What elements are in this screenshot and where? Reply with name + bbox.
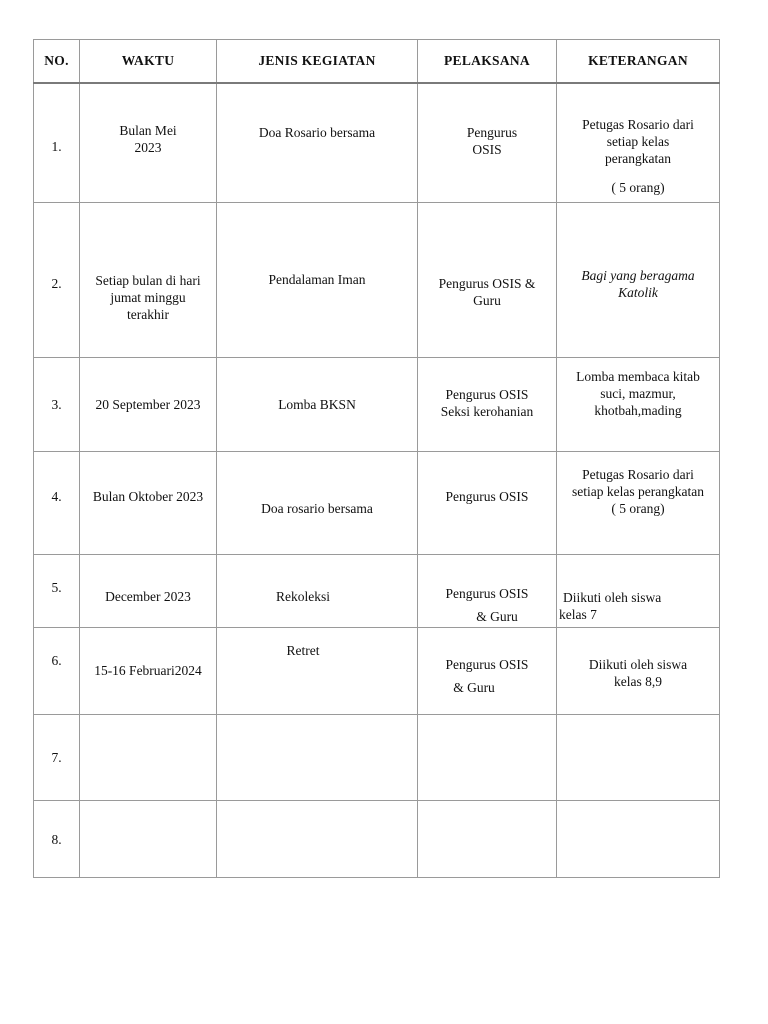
cell-no: 7. (34, 715, 80, 801)
cell-keterangan (557, 801, 720, 878)
cell-no: 3. (34, 358, 80, 452)
cell-pelaksana: Pengurus OSIS & Guru (418, 628, 557, 715)
cell-pelaksana: Pengurus OSIS & Guru (418, 203, 557, 358)
cell-waktu: Bulan Oktober 2023 (80, 452, 217, 555)
cell-jenis-kegiatan: Doa Rosario bersama (217, 83, 418, 203)
header-pelaksana: PELAKSANA (418, 40, 557, 83)
table-row (34, 801, 720, 878)
cell-keterangan: Diikuti oleh siswa kelas 7 (557, 555, 720, 628)
cell-keterangan: Petugas Rosario dari setiap kelas perangkatan ( 5 orang) (557, 452, 720, 555)
cell-no: 5. (34, 555, 80, 628)
cell-jenis-kegiatan (217, 801, 418, 878)
table-row (34, 555, 720, 628)
table-row (34, 452, 720, 555)
cell-no: 1. (34, 83, 80, 203)
header-no: NO. (34, 40, 80, 83)
cell-waktu: 15-16 Februari2024 (80, 628, 217, 715)
cell-pelaksana: Pengurus OSIS (418, 452, 557, 555)
cell-jenis-kegiatan: Doa rosario bersama (217, 452, 418, 555)
cell-no: 6. (34, 628, 80, 715)
cell-pelaksana (418, 715, 557, 801)
table-row (34, 203, 720, 358)
cell-keterangan: Lomba membaca kitab suci, mazmur, khotbah,mading (557, 358, 720, 452)
cell-jenis-kegiatan (217, 715, 418, 801)
cell-pelaksana: Pengurus OSIS (418, 83, 557, 203)
cell-jenis-kegiatan: Retret (217, 628, 418, 715)
header-jenis-kegiatan: JENIS KEGIATAN (217, 40, 418, 83)
cell-no: 2. (34, 203, 80, 358)
header-waktu: WAKTU (80, 40, 217, 83)
cell-waktu: Setiap bulan di hari jumat minggu terakhir (80, 203, 217, 358)
cell-keterangan: Bagi yang beragama Katolik (557, 203, 720, 358)
cell-waktu (80, 715, 217, 801)
cell-waktu: 20 September 2023 (80, 358, 217, 452)
cell-waktu: December 2023 (80, 555, 217, 628)
cell-keterangan (557, 715, 720, 801)
cell-no: 4. (34, 452, 80, 555)
header-keterangan: KETERANGAN (557, 40, 720, 83)
activity-schedule-table (33, 39, 720, 878)
header-row (34, 40, 720, 83)
cell-keterangan: Diikuti oleh siswa kelas 8,9 (557, 628, 720, 715)
table-row (34, 358, 720, 452)
cell-no: 8. (34, 801, 80, 878)
table-row (34, 715, 720, 801)
cell-jenis-kegiatan: Pendalaman Iman (217, 203, 418, 358)
cell-pelaksana: Pengurus OSIS Seksi kerohanian (418, 358, 557, 452)
cell-keterangan: Petugas Rosario dari setiap kelas perangkatan ( 5 orang) (557, 83, 720, 203)
table-row (34, 83, 720, 203)
cell-jenis-kegiatan: Lomba BKSN (217, 358, 418, 452)
cell-waktu (80, 801, 217, 878)
table-row (34, 628, 720, 715)
cell-pelaksana: Pengurus OSIS & Guru (418, 555, 557, 628)
cell-waktu: Bulan Mei 2023 (80, 83, 217, 203)
cell-pelaksana (418, 801, 557, 878)
cell-jenis-kegiatan: Rekoleksi (217, 555, 418, 628)
